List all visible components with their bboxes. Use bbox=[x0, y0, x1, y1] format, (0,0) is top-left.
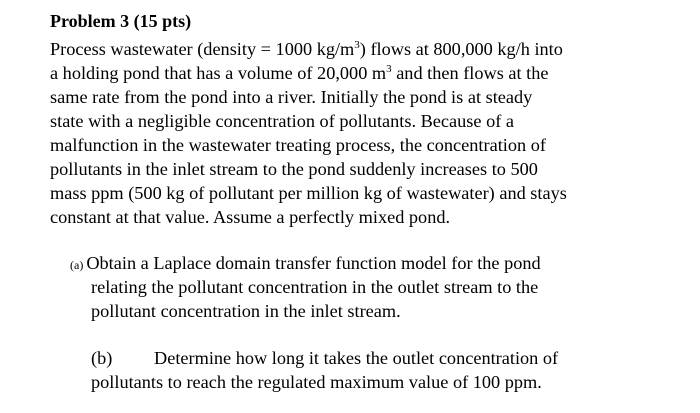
problem-line-1-text-end: ) flows at 800,000 kg/h into bbox=[359, 39, 563, 59]
problem-title: Problem 3 (15 pts) bbox=[50, 11, 192, 31]
part-b-line-2: pollutants to reach the regulated maximum value of 100 ppm. bbox=[91, 372, 542, 392]
problem-line-4: state with a negligible concentration of pollutants. Because of a bbox=[50, 111, 514, 131]
problem-line-3: same rate from the pond into a river. Initially the pond is at steady bbox=[50, 87, 533, 107]
part-a-line-1-text: Obtain a Laplace domain transfer function model for the pond bbox=[86, 253, 541, 273]
part-b-label: (b) bbox=[91, 348, 113, 368]
superscript-3: 3 bbox=[386, 63, 392, 75]
superscript-3: 3 bbox=[354, 39, 360, 51]
part-a-label: (a) bbox=[70, 258, 84, 272]
part-a-line-3: pollutant concentration in the inlet stream. bbox=[91, 301, 401, 321]
part-a-line-1 bbox=[70, 252, 541, 276]
part-b-line-1 bbox=[91, 347, 558, 369]
part-b-line-1-text: Determine how long it takes the outlet concentration of bbox=[154, 348, 559, 368]
problem-line-2 bbox=[50, 62, 549, 87]
part-a-line-2: relating the pollutant concentration in the outlet stream to the bbox=[91, 277, 539, 297]
problem-line-1 bbox=[50, 38, 563, 63]
problem-line-7: mass ppm (500 kg of pollutant per million kg of wastewater) and stays bbox=[50, 183, 567, 203]
problem-line-2-text: a holding pond that has a volume of 20,000 m bbox=[50, 63, 387, 83]
problem-line-6: pollutants in the inlet stream to the pond suddenly increases to 500 bbox=[50, 159, 538, 179]
problem-line-1-text: Process wastewater (density = 1000 kg/m bbox=[50, 39, 355, 59]
problem-line-2-text-end: and then flows at the bbox=[391, 63, 549, 83]
problem-line-8: constant at that value. Assume a perfectly mixed pond. bbox=[50, 207, 451, 227]
problem-line-5: malfunction in the wastewater treating process, the concentration of bbox=[50, 135, 546, 155]
